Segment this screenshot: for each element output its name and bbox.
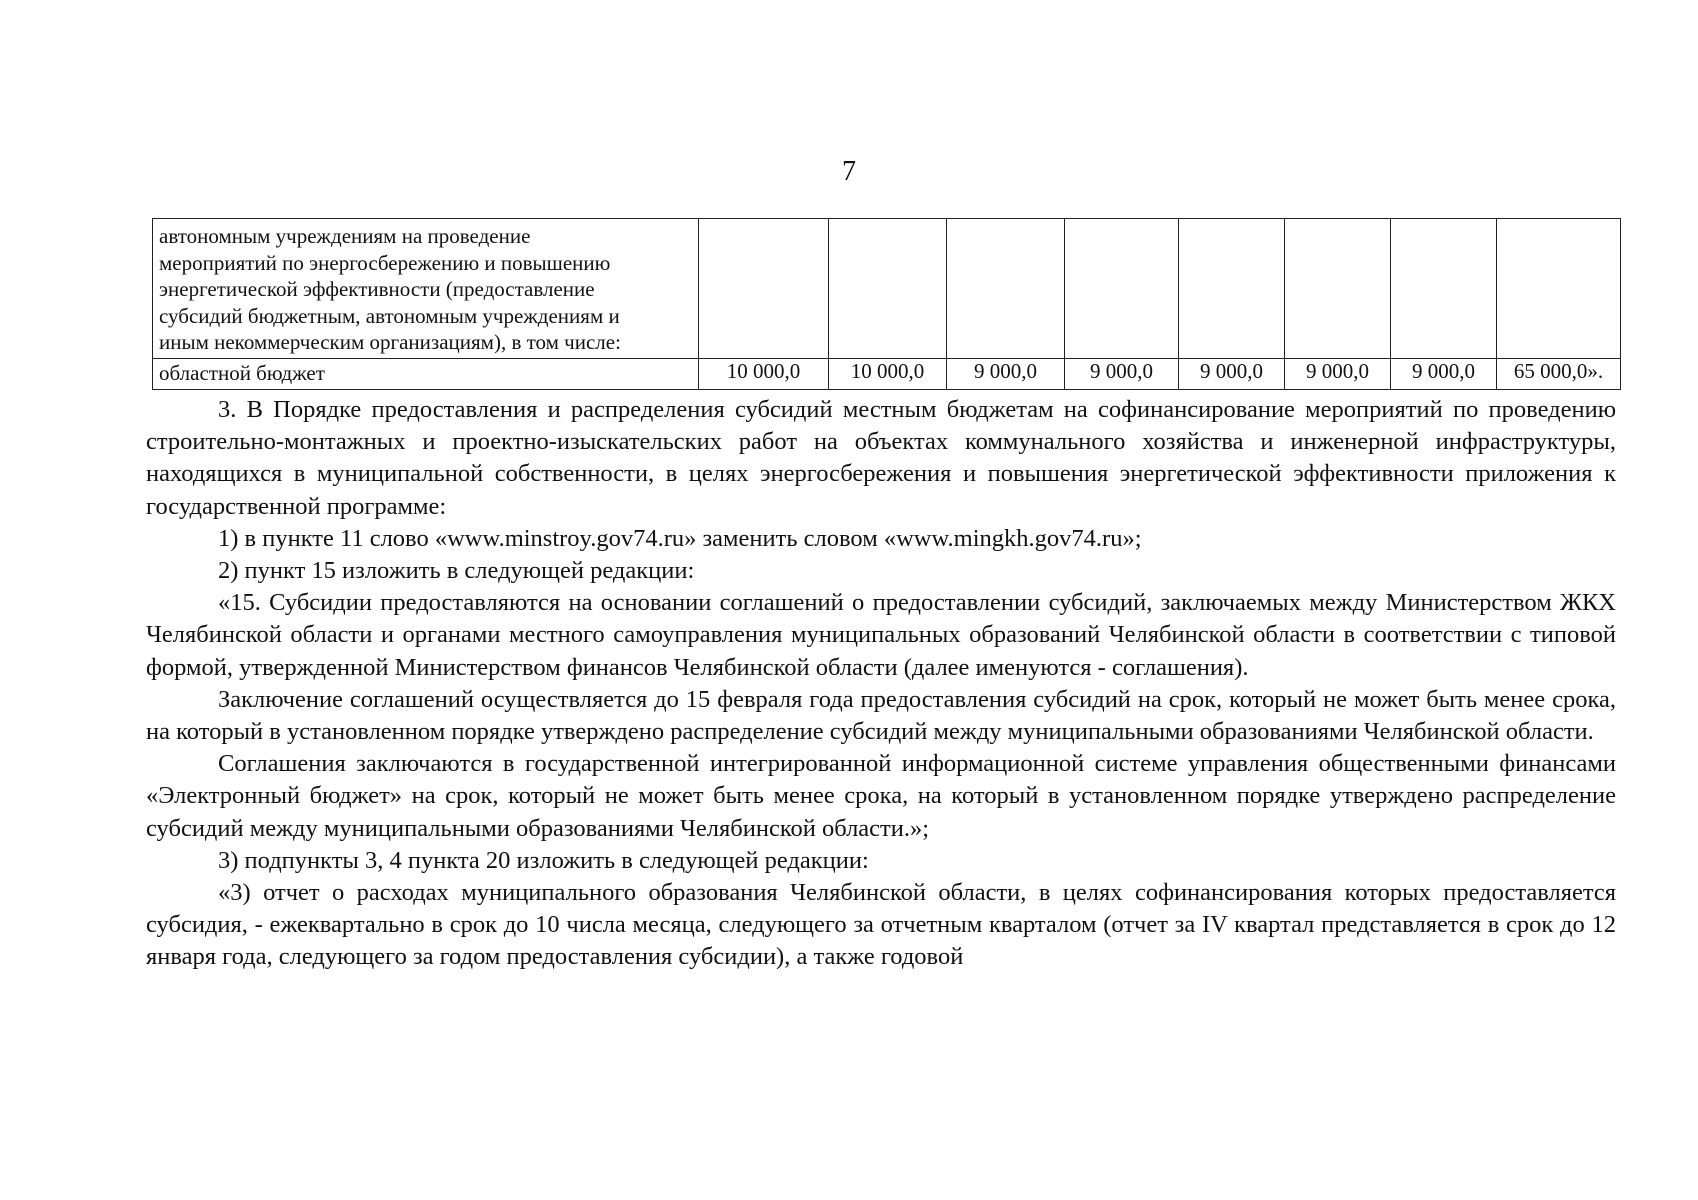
table-cell: 10 000,0 <box>699 359 829 390</box>
table-cell: 10 000,0 <box>829 359 947 390</box>
table-cell <box>947 219 1065 359</box>
table-cell: 9 000,0 <box>1179 359 1285 390</box>
row-label <box>153 219 699 359</box>
row-label: областной бюджет <box>153 359 699 390</box>
table-cell: 9 000,0 <box>1391 359 1497 390</box>
paragraph: 3) подпункты 3, 4 пункта 20 изложить в следующей редакции: <box>218 846 869 874</box>
table-row <box>153 219 1621 359</box>
table-cell: 9 000,0 <box>947 359 1065 390</box>
row-label-line: энергетической эффективности (предоставление <box>159 277 595 301</box>
row-label-line: мероприятий по энергосбережению и повышению <box>159 250 611 275</box>
table-cell <box>1391 219 1497 359</box>
table-cell <box>1285 219 1391 359</box>
paragraph: 3. В Порядке предоставления и распределения субсидий местным бюджетам на софинансирование мероприятий по проведению строительно-монтажных и проектно-изыскательских работ на объектах коммунального хозяйства и инженерной инфраструктуры, находящихся в муниципальной собственности, в целях энергосбережения и повышения энергетической эффективности приложения к государственной программе: <box>146 396 1616 520</box>
paragraph: 1) в пункте 11 слово «www.minstroy.gov74.ru» заменить словом «www.mingkh.gov74.ru»; <box>218 524 1142 552</box>
paragraph: Заключение соглашений осуществляется до 15 февраля года предоставления субсидий на срок, который не может быть менее срока, на который в установленном порядке утверждено распределение субсидий между муниципальными образованиями Челябинской области. <box>146 685 1616 746</box>
table-cell <box>1497 219 1621 359</box>
page-number: 7 <box>842 156 856 187</box>
table-cell <box>1065 219 1179 359</box>
row-label-line: автономным учреждениям на проведение <box>159 224 531 248</box>
paragraph: Соглашения заключаются в государственной интегрированной информационной системе управления общественными финансами «Электронный бюджет» на срок, который не может быть менее срока, на который в установленном порядке утверждено распределение субсидий между муниципальными образованиями Челябинской области.»; <box>146 750 1616 842</box>
table-cell <box>829 219 947 359</box>
table-cell: 9 000,0 <box>1285 359 1391 390</box>
paragraph: «3) отчет о расходах муниципального образования Челябинской области, в целях софинансирования которых предоставляется субсидия, - ежеквартально в срок до 10 числа месяца, следующего за отчетным кварталом (отчет за IV квартал представляется в срок до 12 января года, следующего за годом предоставления субсидии), а также годовой <box>146 879 1616 971</box>
row-label-line: субсидий бюджетным, автономным учреждениям и <box>159 303 620 328</box>
table-row <box>153 359 1621 390</box>
table-cell: 65 000,0». <box>1497 359 1621 390</box>
table-cell: 9 000,0 <box>1065 359 1179 390</box>
body-text <box>146 394 1616 974</box>
paragraph: «15. Субсидии предоставляются на основании соглашений о предоставлении субсидий, заключаемых между Министерством ЖКХ Челябинской области и органами местного самоуправления муниципальных образований Челябинской области в соответствии с типовой формой, утвержденной Министерством финансов Челябинской области (далее именуются - соглашения). <box>146 589 1616 681</box>
table-cell <box>699 219 829 359</box>
paragraph: 2) пункт 15 изложить в следующей редакции: <box>218 557 695 585</box>
budget-table <box>152 218 1621 390</box>
row-label-line: иным некоммерческим организациям), в том числе: <box>159 330 621 354</box>
table-cell <box>1179 219 1285 359</box>
